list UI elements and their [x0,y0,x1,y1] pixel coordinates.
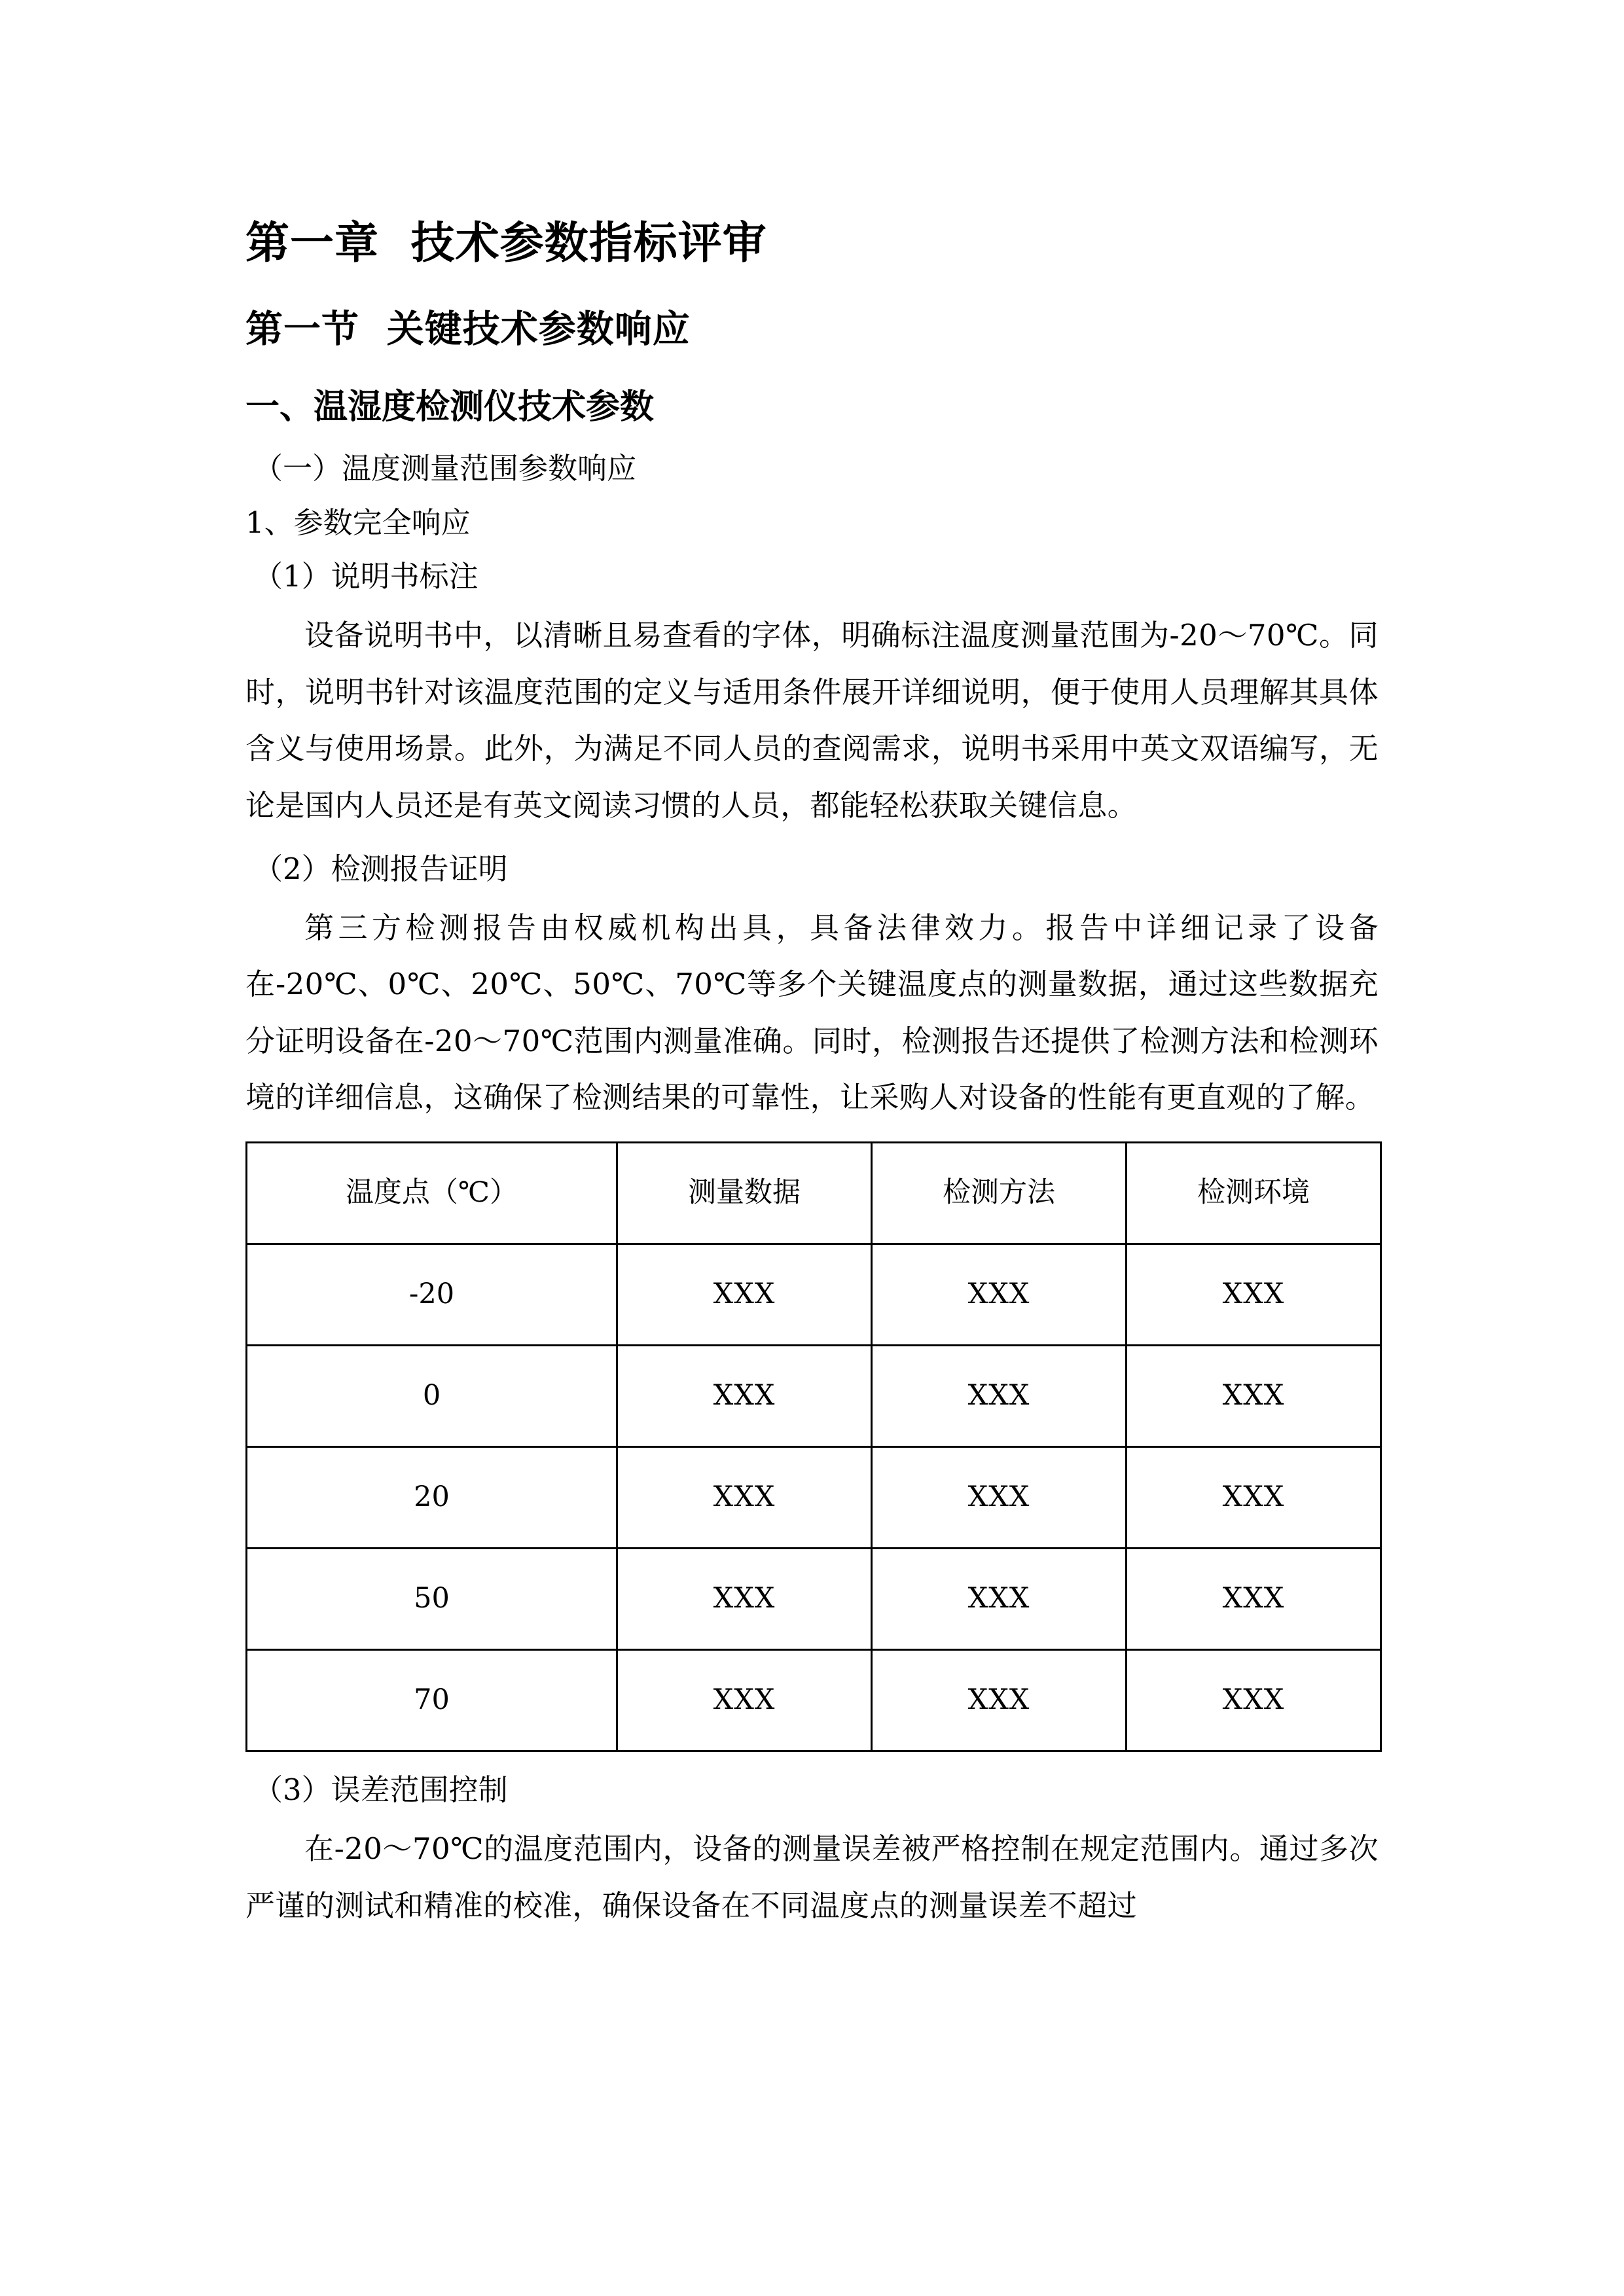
table-row [247,1244,1381,1346]
column-header-temperature: 温度点（℃） [247,1143,617,1244]
outline-item-2-label: （2）检测报告证明 [253,851,508,886]
cell-environment: XXX [1127,1346,1381,1447]
temperature-measurement-table [245,1141,1382,1752]
outline-item-1-label: （1）说明书标注 [253,559,478,594]
column-header-measurement: 测量数据 [617,1143,872,1244]
cell-measurement: XXX [617,1650,872,1751]
table-row [247,1346,1381,1447]
body-paragraph-3: 在-20～70℃的温度范围内，设备的测量误差被严格控制在规定范围内。通过多次严谨的测试和精准的校准，确保设备在不同温度点的测量误差不超过 [245,1831,1379,1923]
table-row [247,1549,1381,1650]
column-header-method: 检测方法 [872,1143,1127,1244]
cell-method: XXX [872,1244,1127,1346]
cell-method: XXX [872,1447,1127,1549]
cell-measurement: XXX [617,1244,872,1346]
body-paragraph-2: 第三方检测报告由权威机构出具，具备法律效力。报告中详细记录了设备在-20℃、0℃、20℃、50℃、70℃等多个关键温度点的测量数据，通过这些数据充分证明设备在-20～70℃范围内测量准确。同时，检测报告还提供了检测方法和检测环境的详细信息，这确保了检测结果的可靠性，让采购人对设备的性能有更直观的了解。 [245,910,1379,1115]
outline-item-level-2: 1、参数完全响应 [245,505,471,540]
section-heading: 第一节 关键技术参数响应 [245,306,691,351]
cell-environment: XXX [1127,1244,1381,1346]
outline-item-level-1: （一）温度测量范围参数响应 [253,450,637,486]
column-header-environment: 检测环境 [1127,1143,1381,1244]
cell-temperature: 20 [247,1447,617,1549]
cell-measurement: XXX [617,1549,872,1650]
cell-temperature: -20 [247,1244,617,1346]
cell-temperature: 0 [247,1346,617,1447]
table-row [247,1650,1381,1751]
cell-method: XXX [872,1650,1127,1751]
cell-environment: XXX [1127,1650,1381,1751]
cell-measurement: XXX [617,1447,872,1549]
cell-environment: XXX [1127,1549,1381,1650]
cell-method: XXX [872,1549,1127,1650]
subsection-heading: 一、温湿度检测仪技术参数 [245,387,655,427]
chapter-heading: 第一章 技术参数指标评审 [245,217,767,268]
cell-temperature: 50 [247,1549,617,1650]
cell-method: XXX [872,1346,1127,1447]
cell-environment: XXX [1127,1447,1381,1549]
table-header-row [247,1143,1381,1244]
body-paragraph-1: 设备说明书中，以清晰且易查看的字体，明确标注温度测量范围为-20～70℃。同时，说明书针对该温度范围的定义与适用条件展开详细说明，便于使用人员理解其具体含义与使用场景。此外，为满足不同人员的查阅需求，说明书采用中英文双语编写，无论是国内人员还是有英文阅读习惯的人员，都能轻松获取关键信息。 [245,618,1379,823]
cell-temperature: 70 [247,1650,617,1751]
table-row [247,1447,1381,1549]
cell-measurement: XXX [617,1346,872,1447]
outline-item-3-label: （3）误差范围控制 [253,1772,508,1808]
